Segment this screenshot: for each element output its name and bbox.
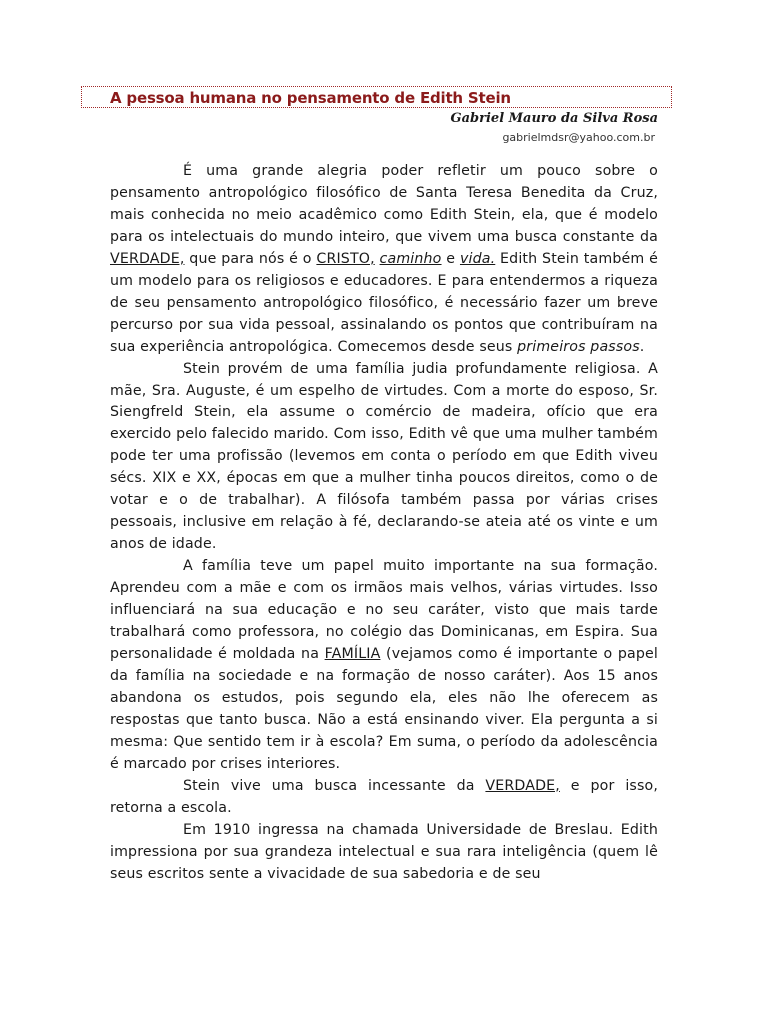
link-caminho: caminho	[379, 250, 442, 267]
emphasis-primeiros-passos: primeiros passos	[517, 338, 640, 355]
paragraph-1-text-c: Edith Stein também é um modelo para os religiosos e educadores. E para entendermos a riqueza de seu pensamento antropológico filosófico, é necessário fazer um breve percurso por sua vida pessoal, assinalando os pontos que contribuíram na sua experiência antropológica. Comecemos desde seus	[110, 250, 658, 355]
paragraph-4	[110, 776, 658, 820]
link-familia: FAMÍLIA	[324, 645, 381, 662]
paragraph-1-text-b: que para nós é o	[184, 250, 317, 267]
paragraph-3-text-a: A família teve um papel muito importante na sua formação. Aprendeu com a mãe e com os irmãos mais velhos, várias virtudes. Isso influenciará na sua educação e no seu caráter, visto que mais tarde trabalhará como professora, no colégio das Dominicanas, em Espira. Sua personalidade é moldada na	[110, 558, 658, 662]
paragraph-1	[110, 161, 658, 359]
document-title: A pessoa humana no pensamento de Edith Stein	[110, 89, 511, 107]
paragraph-3-text-b: (vejamos como é importante o papel da família na sociedade e na formação de nosso caráter). Aos 15 anos abandona os estudos, pois segundo ela, eles não lhe oferecem as respostas que tanto busca. Não a está ensinando viver. Ela pergunta a si mesma: Que sentido tem ir à escola? Em suma, o período da adolescência é marcado por crises interiores.	[110, 645, 658, 772]
paragraph-1-text-d: .	[639, 338, 645, 355]
paragraph-1-text-e: e	[441, 250, 460, 267]
paragraph-1-text-a: É uma grande alegria poder refletir um pouco sobre o pensamento antropológico filosófico de Santa Teresa Benedita da Cruz, mais conhecida no meio acadêmico como Edith Stein, ela, que é modelo para os intelectuais do mundo inteiro, que vivem uma busca constante da	[110, 163, 658, 245]
paragraph-5: Em 1910 ingressa na chamada Universidade de Breslau. Edith impressiona por sua grandeza intelectual e sua rara inteligência (quem lê seus escritos sente a vivacidade de sua sabedoria e de seu	[110, 821, 658, 882]
author-name: Gabriel Mauro da Silva Rosa	[450, 111, 658, 126]
paragraph-4-text-b: e por isso, retorna a escola.	[110, 777, 658, 816]
link-cristo: CRISTO,	[316, 250, 375, 267]
paragraph-3	[110, 556, 658, 776]
author-email: gabrielmdsr@yahoo.com.br	[502, 131, 655, 144]
paragraph-4-text-a: Stein vive uma busca incessante da	[183, 777, 486, 794]
document-body	[110, 161, 658, 885]
paragraph-2: Stein provém de uma família judia profundamente religiosa. A mãe, Sra. Auguste, é um espelho de virtudes. Com a morte do esposo, Sr. Siengfreld Stein, ela assume o comércio de madeira, ofício que era exercido pelo falecido marido. Com isso, Edith vê que uma mulher também pode ter uma profissão (levemos em conta o período em que Edith viveu sécs. XIX e XX, épocas em que a mulher tinha poucos direitos, como o de votar e o de trabalhar). A filósofa também passa por várias crises pessoais, inclusive em relação à fé, declarando-se ateia até os vinte e um anos de idade.	[110, 360, 658, 553]
link-vida: vida.	[459, 250, 496, 267]
link-verdade-2: VERDADE,	[485, 777, 560, 794]
link-verdade: VERDADE,	[110, 250, 185, 267]
